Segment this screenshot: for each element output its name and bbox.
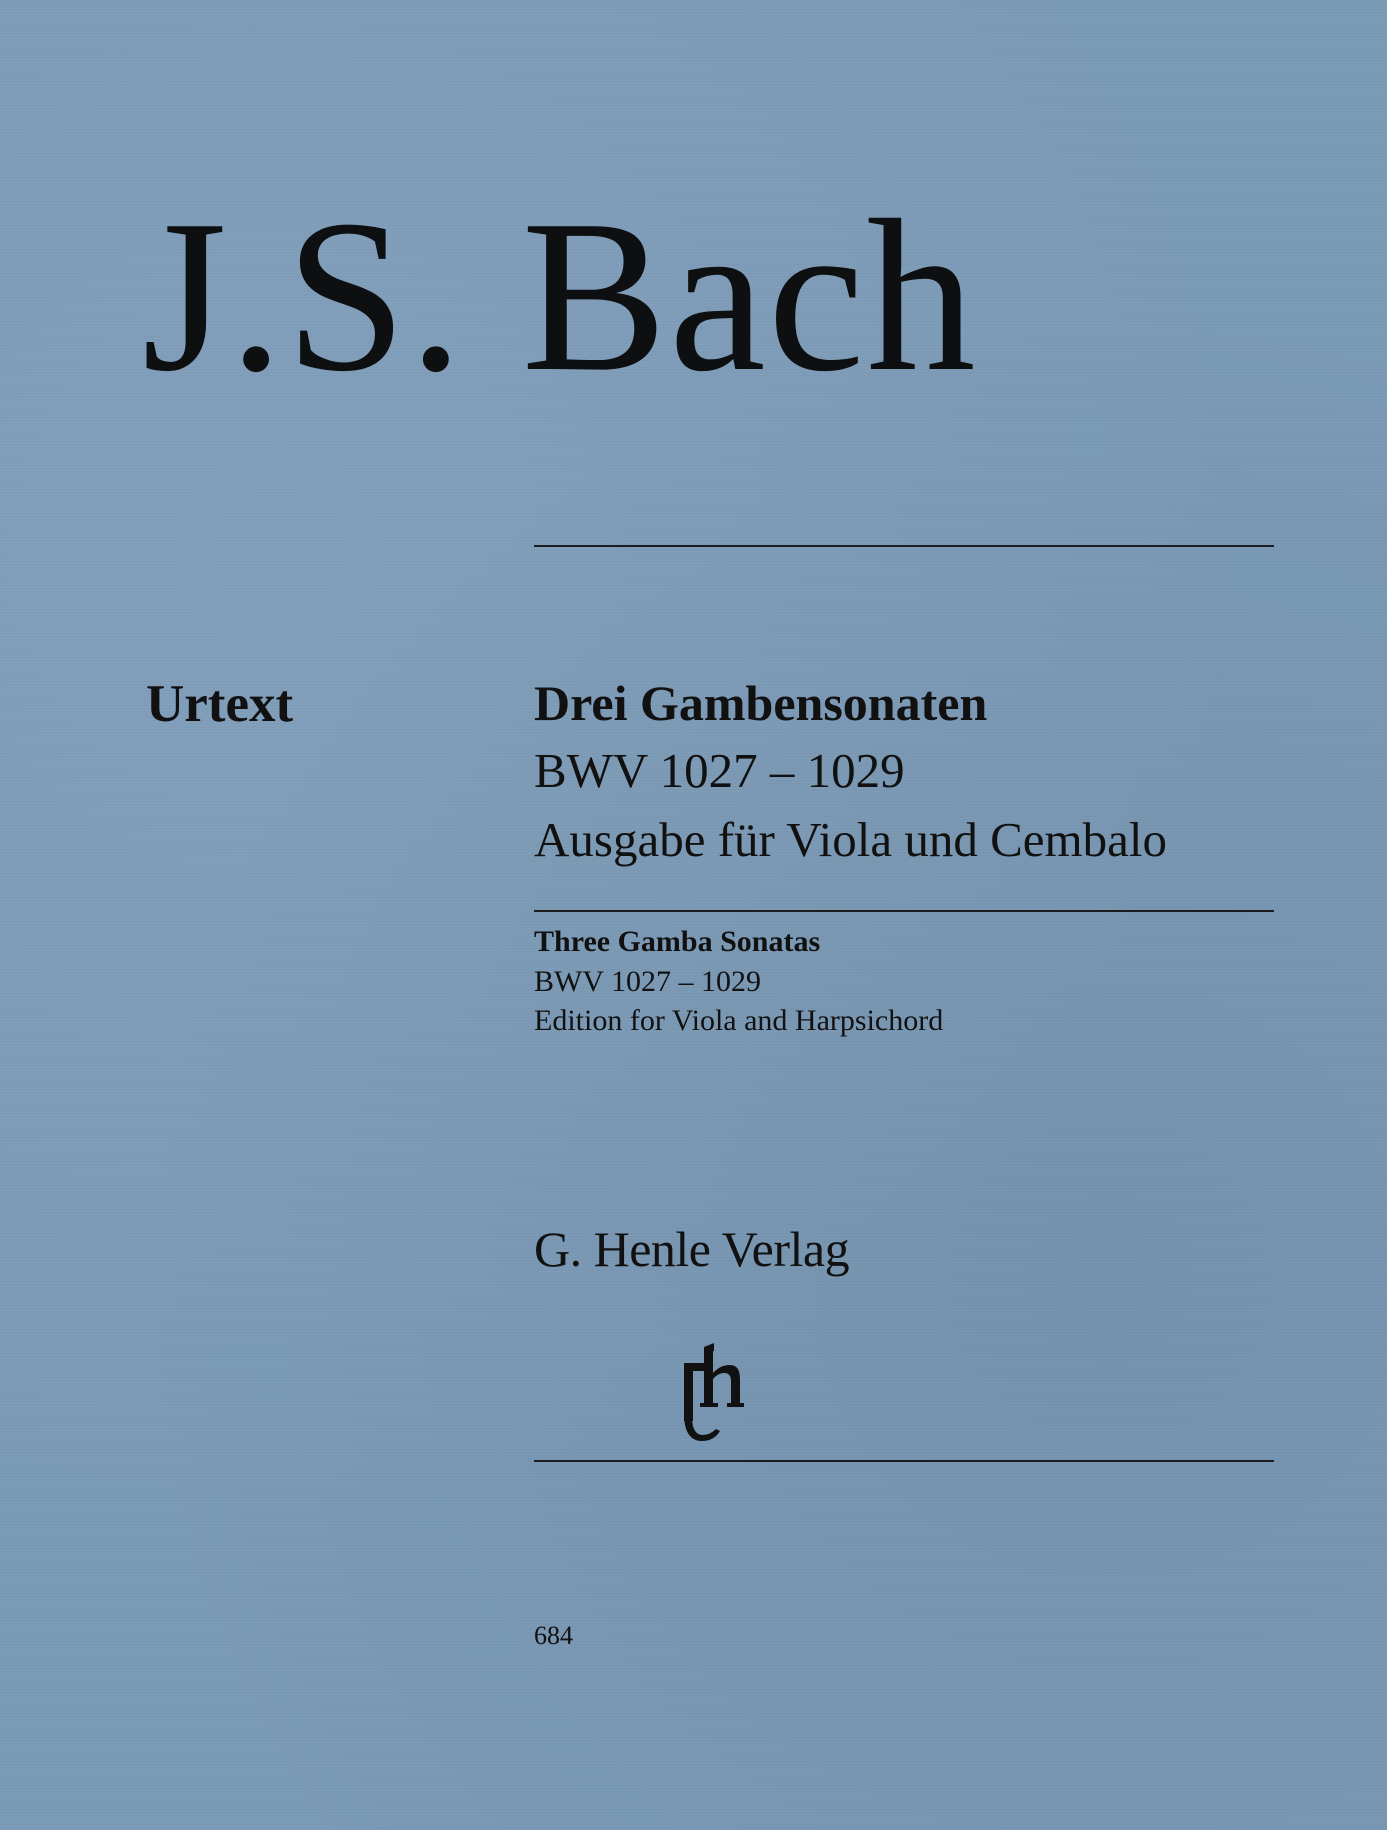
series-label: Urtext <box>146 675 294 733</box>
english-edition: Edition for Viola and Harpsichord <box>534 1004 944 1037</box>
german-title: Drei Gambensonaten <box>534 675 988 731</box>
middle-divider <box>534 910 1274 912</box>
german-catalogue: BWV 1027 – 1029 <box>534 743 905 798</box>
english-title: Three Gamba Sonatas <box>534 925 821 958</box>
composer-name: J.S. Bach <box>142 176 978 417</box>
english-catalogue: BWV 1027 – 1029 <box>534 965 761 998</box>
publisher-name: G. Henle Verlag <box>534 1221 850 1277</box>
henle-logo-icon <box>674 1343 746 1447</box>
catalog-number: 684 <box>534 1621 573 1650</box>
bottom-divider <box>534 1460 1274 1462</box>
german-edition: Ausgabe für Viola und Cembalo <box>534 812 1168 867</box>
top-divider <box>534 545 1274 547</box>
